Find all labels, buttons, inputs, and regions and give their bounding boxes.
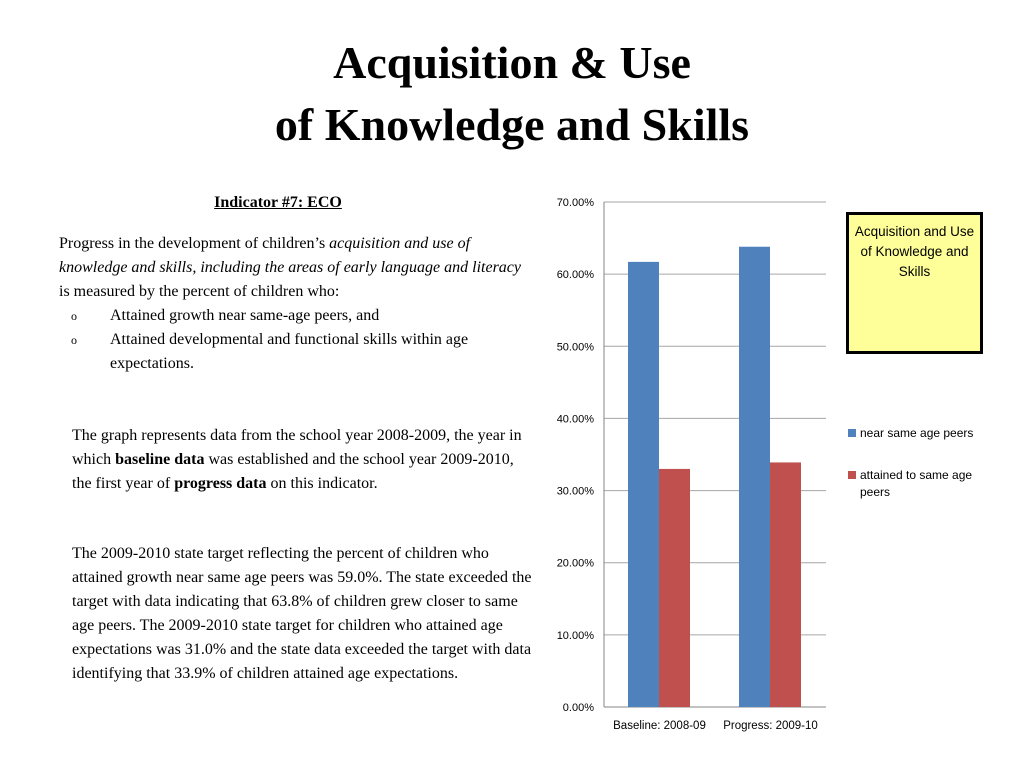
para1-part2: was established and the school year 2009-2010, the first year of xyxy=(72,451,514,492)
bullet-text: Attained developmental and functional skills within age expectations. xyxy=(110,331,469,372)
x-tick-label: Progress: 2009-10 xyxy=(723,720,818,732)
y-tick-label: 50.00% xyxy=(556,341,594,354)
legend-item-attained-to-same-age-peers xyxy=(848,467,998,501)
graph-description-paragraph xyxy=(72,424,534,496)
bar-near-same-age-peers-0 xyxy=(628,262,659,707)
bar-chart xyxy=(540,190,840,740)
para1-part1: The graph represents data from the school year 2008-2009, the year in which xyxy=(72,427,522,468)
y-tick-label: 0.00% xyxy=(562,702,594,714)
intro-text-block xyxy=(59,232,529,376)
legend-item-near-same-age-peers xyxy=(848,425,998,442)
para1-bold-baseline: baseline data xyxy=(115,451,205,468)
legend-swatch-blue xyxy=(848,429,856,437)
x-tick-label: Baseline: 2008-09 xyxy=(613,720,706,732)
bar-attained-to-same-age-peers-1 xyxy=(770,462,801,707)
para1-bold-progress: progress data xyxy=(174,475,267,492)
bullet-item xyxy=(59,304,529,328)
indicator-heading: Indicator #7: ECO xyxy=(214,194,342,211)
chart-callout-box: Acquisition and Use of Knowledge and Skills xyxy=(846,212,983,354)
bar-near-same-age-peers-1 xyxy=(739,247,770,707)
para1-part3: on this indicator. xyxy=(266,475,378,492)
y-tick-label: 40.00% xyxy=(556,413,594,426)
bullet-item xyxy=(59,328,529,376)
slide-title xyxy=(0,32,1024,156)
y-tick-label: 10.00% xyxy=(556,629,594,642)
intro-text-before: Progress in the development of children’s xyxy=(59,235,330,252)
bullet-text: Attained growth near same-age peers, and xyxy=(110,307,380,324)
legend-swatch-red xyxy=(848,471,856,479)
legend-label: attained to same age peers xyxy=(860,468,973,499)
bullet-list xyxy=(59,304,529,376)
intro-text-after: is measured by the percent of children who: xyxy=(59,283,340,300)
bullet-icon: o xyxy=(71,333,77,347)
state-target-paragraph: The 2009-2010 state target reflecting the percent of children who attained growth near same age peers was 59.0%. The state exceeded the target with data indicating that 63.8% of children grew closer to same age peers. The 2009-2010 state target for children who attained age expectations was 31.0% and the state data exceeded the target with data identifying that 33.9% of children attained age expectations. xyxy=(72,545,532,682)
bullet-icon: o xyxy=(71,309,77,323)
bar-attained-to-same-age-peers-0 xyxy=(659,469,690,707)
y-tick-label: 20.00% xyxy=(556,557,594,570)
intro-text-italic: acquisition and use of knowledge and skills, including the areas of early language and literacy xyxy=(59,235,521,276)
y-tick-label: 60.00% xyxy=(556,269,594,282)
y-tick-label: 30.00% xyxy=(556,485,594,498)
title-line-2: of Knowledge and Skills xyxy=(274,99,750,150)
intro-paragraph xyxy=(59,232,529,304)
y-tick-label: 70.00% xyxy=(556,197,594,209)
title-line-1: Acquisition & Use xyxy=(333,37,691,88)
legend-label: near same age peers xyxy=(860,426,974,440)
